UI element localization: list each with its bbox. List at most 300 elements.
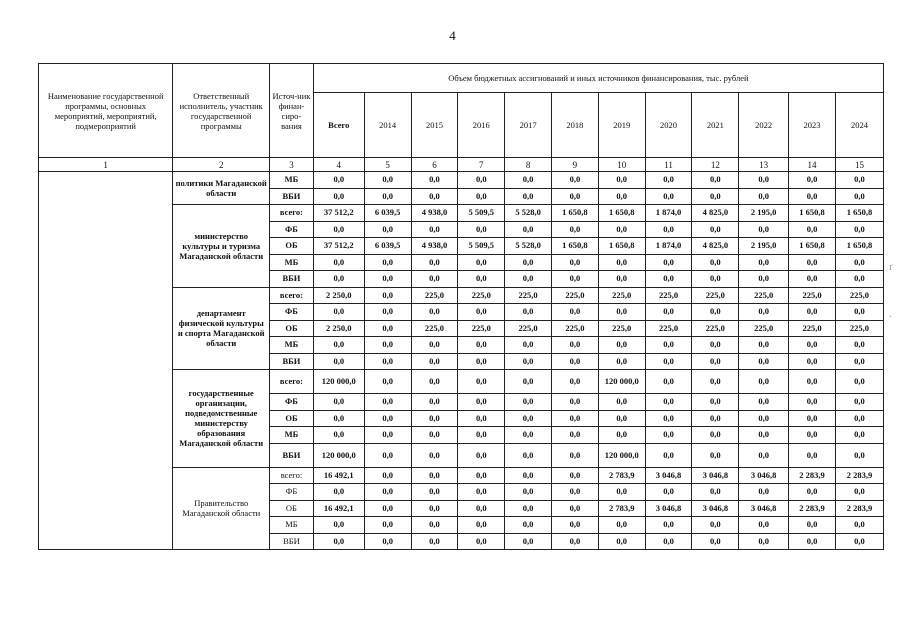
year-value-cell: 0,0 <box>739 484 789 501</box>
year-value-cell: 0,0 <box>692 533 739 550</box>
year-value-cell: 0,0 <box>458 271 505 288</box>
year-value-cell: 0,0 <box>598 271 645 288</box>
year-value-cell: 1 650,8 <box>598 238 645 255</box>
funding-source-cell: всего: <box>270 205 314 222</box>
header-year: 2018 <box>551 93 598 158</box>
year-value-cell: 0,0 <box>551 427 598 444</box>
year-value-cell: 0,0 <box>458 254 505 271</box>
year-value-cell: 0,0 <box>364 443 411 467</box>
header-year: 2019 <box>598 93 645 158</box>
year-value-cell: 5 528,0 <box>505 238 552 255</box>
year-value-cell: 0,0 <box>789 337 836 354</box>
year-value-cell: 0,0 <box>739 271 789 288</box>
year-value-cell: 0,0 <box>551 353 598 370</box>
funding-source-cell: всего: <box>270 370 314 394</box>
year-value-cell: 0,0 <box>835 410 883 427</box>
year-value-cell: 0,0 <box>739 533 789 550</box>
year-value-cell: 0,0 <box>835 517 883 534</box>
header-budget-volume: Объем бюджетных ассигнований и иных источников финансирования, тыс. рублей <box>313 64 883 93</box>
year-value-cell: 0,0 <box>739 353 789 370</box>
total-value-cell: 37 512,2 <box>313 205 364 222</box>
column-number: 3 <box>270 158 314 172</box>
total-value-cell: 0,0 <box>313 271 364 288</box>
year-value-cell: 0,0 <box>692 394 739 411</box>
year-value-cell: 0,0 <box>789 533 836 550</box>
responsible-cell: министерство культуры и туризма Магаданской области <box>173 205 270 288</box>
column-number: 5 <box>364 158 411 172</box>
year-value-cell: 6 039,5 <box>364 205 411 222</box>
year-value-cell: 0,0 <box>505 394 552 411</box>
year-value-cell: 0,0 <box>505 254 552 271</box>
year-value-cell: 0,0 <box>835 188 883 205</box>
year-value-cell: 0,0 <box>692 188 739 205</box>
year-value-cell: 2 195,0 <box>739 205 789 222</box>
year-value-cell: 0,0 <box>645 271 692 288</box>
year-value-cell: 0,0 <box>551 500 598 517</box>
year-value-cell: 0,0 <box>835 427 883 444</box>
year-value-cell: 0,0 <box>411 337 458 354</box>
year-value-cell: 2 283,9 <box>835 500 883 517</box>
year-value-cell: 0,0 <box>645 517 692 534</box>
year-value-cell: 0,0 <box>364 370 411 394</box>
column-numbering-row <box>39 158 884 172</box>
year-value-cell: 0,0 <box>458 337 505 354</box>
year-value-cell: 0,0 <box>645 410 692 427</box>
year-value-cell: 0,0 <box>692 254 739 271</box>
total-value-cell: 0,0 <box>313 533 364 550</box>
header-year: 2020 <box>645 93 692 158</box>
year-value-cell: 0,0 <box>835 394 883 411</box>
year-value-cell: 3 046,8 <box>645 500 692 517</box>
margin-mark: · <box>889 312 893 323</box>
year-value-cell: 0,0 <box>411 394 458 411</box>
year-value-cell: 0,0 <box>598 394 645 411</box>
year-value-cell: 0,0 <box>364 172 411 189</box>
total-value-cell: 2 250,0 <box>313 320 364 337</box>
year-value-cell: 0,0 <box>458 484 505 501</box>
year-value-cell: 5 509,5 <box>458 205 505 222</box>
total-value-cell: 2 250,0 <box>313 287 364 304</box>
year-value-cell: 1 650,8 <box>598 205 645 222</box>
year-value-cell: 0,0 <box>692 443 739 467</box>
year-value-cell: 0,0 <box>458 410 505 427</box>
year-value-cell: 0,0 <box>739 254 789 271</box>
year-value-cell: 0,0 <box>458 221 505 238</box>
page-number: 4 <box>449 28 456 43</box>
year-value-cell: 0,0 <box>505 467 552 484</box>
year-value-cell: 0,0 <box>505 271 552 288</box>
funding-source-cell: всего: <box>270 467 314 484</box>
total-value-cell: 0,0 <box>313 353 364 370</box>
year-value-cell: 225,0 <box>411 287 458 304</box>
column-number: 7 <box>458 158 505 172</box>
year-value-cell: 225,0 <box>505 320 552 337</box>
year-value-cell: 0,0 <box>364 254 411 271</box>
year-value-cell: 0,0 <box>789 172 836 189</box>
year-value-cell: 0,0 <box>411 271 458 288</box>
year-value-cell: 0,0 <box>645 443 692 467</box>
year-value-cell: 0,0 <box>645 533 692 550</box>
year-value-cell: 0,0 <box>364 467 411 484</box>
table-body <box>39 172 884 550</box>
year-value-cell: 0,0 <box>645 394 692 411</box>
year-value-cell: 0,0 <box>551 394 598 411</box>
year-value-cell: 1 650,8 <box>551 205 598 222</box>
year-value-cell: 120 000,0 <box>598 370 645 394</box>
year-value-cell: 4 825,0 <box>692 205 739 222</box>
year-value-cell: 0,0 <box>458 394 505 411</box>
year-value-cell: 0,0 <box>505 443 552 467</box>
responsible-cell: политики Магаданской области <box>173 172 270 205</box>
year-value-cell: 0,0 <box>551 370 598 394</box>
year-value-cell: 0,0 <box>835 304 883 321</box>
funding-source-cell: ВБИ <box>270 271 314 288</box>
total-value-cell: 0,0 <box>313 172 364 189</box>
funding-source-cell: ВБИ <box>270 443 314 467</box>
column-number: 8 <box>505 158 552 172</box>
year-value-cell: 0,0 <box>364 320 411 337</box>
year-value-cell: 0,0 <box>364 500 411 517</box>
year-value-cell: 0,0 <box>789 254 836 271</box>
year-value-cell: 0,0 <box>411 172 458 189</box>
year-value-cell: 0,0 <box>505 188 552 205</box>
responsible-cell: государственные организации, подведомственные министерству образования Магаданской области <box>173 370 270 468</box>
funding-source-cell: ВБИ <box>270 353 314 370</box>
year-value-cell: 0,0 <box>692 304 739 321</box>
year-value-cell: 0,0 <box>692 221 739 238</box>
column-number: 4 <box>313 158 364 172</box>
year-value-cell: 1 650,8 <box>789 238 836 255</box>
year-value-cell: 0,0 <box>505 427 552 444</box>
header-program-name: Наименование государственной программы, основных мероприятий, мероприятий, подмероприятий <box>39 64 173 158</box>
year-value-cell: 0,0 <box>505 533 552 550</box>
year-value-cell: 0,0 <box>505 500 552 517</box>
year-value-cell: 2 195,0 <box>739 238 789 255</box>
year-value-cell: 0,0 <box>645 221 692 238</box>
total-value-cell: 16 492,1 <box>313 467 364 484</box>
column-number: 10 <box>598 158 645 172</box>
header-total: Всего <box>313 93 364 158</box>
year-value-cell: 0,0 <box>789 221 836 238</box>
year-value-cell: 0,0 <box>364 188 411 205</box>
funding-source-cell: ВБИ <box>270 188 314 205</box>
year-value-cell: 3 046,8 <box>739 467 789 484</box>
year-value-cell: 2 783,9 <box>598 500 645 517</box>
year-value-cell: 0,0 <box>458 370 505 394</box>
year-value-cell: 0,0 <box>551 410 598 427</box>
year-value-cell: 0,0 <box>458 427 505 444</box>
year-value-cell: 0,0 <box>551 221 598 238</box>
funding-source-cell: ОБ <box>270 320 314 337</box>
year-value-cell: 0,0 <box>835 337 883 354</box>
year-value-cell: 0,0 <box>551 467 598 484</box>
year-value-cell: 0,0 <box>364 287 411 304</box>
year-value-cell: 0,0 <box>364 410 411 427</box>
year-value-cell: 0,0 <box>692 337 739 354</box>
header-year: 2015 <box>411 93 458 158</box>
year-value-cell: 0,0 <box>551 188 598 205</box>
year-value-cell: 225,0 <box>551 287 598 304</box>
total-value-cell: 0,0 <box>313 337 364 354</box>
column-number: 1 <box>39 158 173 172</box>
margin-mark: ґ <box>889 262 893 273</box>
column-number: 9 <box>551 158 598 172</box>
column-number: 11 <box>645 158 692 172</box>
year-value-cell: 0,0 <box>739 221 789 238</box>
year-value-cell: 0,0 <box>458 500 505 517</box>
year-value-cell: 0,0 <box>551 271 598 288</box>
year-value-cell: 0,0 <box>789 517 836 534</box>
year-value-cell: 225,0 <box>692 320 739 337</box>
year-value-cell: 0,0 <box>411 353 458 370</box>
year-value-cell: 2 283,9 <box>789 467 836 484</box>
year-value-cell: 0,0 <box>411 500 458 517</box>
total-value-cell: 0,0 <box>313 304 364 321</box>
funding-source-cell: МБ <box>270 254 314 271</box>
total-value-cell: 0,0 <box>313 427 364 444</box>
year-value-cell: 0,0 <box>551 172 598 189</box>
year-value-cell: 0,0 <box>789 427 836 444</box>
responsible-cell: департамент физической культуры и спорта Магаданской области <box>173 287 270 370</box>
year-value-cell: 0,0 <box>505 353 552 370</box>
year-value-cell: 0,0 <box>411 517 458 534</box>
year-value-cell: 0,0 <box>739 172 789 189</box>
funding-source-cell: ОБ <box>270 238 314 255</box>
column-number: 12 <box>692 158 739 172</box>
year-value-cell: 0,0 <box>692 172 739 189</box>
year-value-cell: 0,0 <box>505 410 552 427</box>
year-value-cell: 0,0 <box>692 484 739 501</box>
year-value-cell: 225,0 <box>739 287 789 304</box>
year-value-cell: 0,0 <box>692 370 739 394</box>
year-value-cell: 225,0 <box>598 320 645 337</box>
year-value-cell: 0,0 <box>645 484 692 501</box>
header-year: 2023 <box>789 93 836 158</box>
year-value-cell: 0,0 <box>692 271 739 288</box>
year-value-cell: 0,0 <box>739 427 789 444</box>
year-value-cell: 0,0 <box>598 410 645 427</box>
year-value-cell: 0,0 <box>789 443 836 467</box>
year-value-cell: 1 874,0 <box>645 238 692 255</box>
year-value-cell: 225,0 <box>789 287 836 304</box>
year-value-cell: 0,0 <box>692 410 739 427</box>
year-value-cell: 0,0 <box>411 254 458 271</box>
year-value-cell: 0,0 <box>364 533 411 550</box>
year-value-cell: 0,0 <box>551 337 598 354</box>
year-value-cell: 0,0 <box>645 304 692 321</box>
program-name-cell <box>39 172 173 550</box>
year-value-cell: 0,0 <box>505 517 552 534</box>
funding-source-cell: ОБ <box>270 410 314 427</box>
funding-source-cell: ВБИ <box>270 533 314 550</box>
year-value-cell: 6 039,5 <box>364 238 411 255</box>
year-value-cell: 0,0 <box>598 484 645 501</box>
funding-source-cell: МБ <box>270 427 314 444</box>
year-value-cell: 2 783,9 <box>598 467 645 484</box>
funding-source-cell: ОБ <box>270 500 314 517</box>
year-value-cell: 0,0 <box>835 254 883 271</box>
header-year: 2021 <box>692 93 739 158</box>
year-value-cell: 0,0 <box>551 443 598 467</box>
header-year: 2016 <box>458 93 505 158</box>
year-value-cell: 0,0 <box>364 353 411 370</box>
year-value-cell: 0,0 <box>505 484 552 501</box>
year-value-cell: 1 650,8 <box>835 205 883 222</box>
column-number: 14 <box>789 158 836 172</box>
year-value-cell: 225,0 <box>458 320 505 337</box>
year-value-cell: 0,0 <box>739 304 789 321</box>
year-value-cell: 0,0 <box>598 188 645 205</box>
year-value-cell: 0,0 <box>598 172 645 189</box>
year-value-cell: 0,0 <box>692 427 739 444</box>
year-value-cell: 0,0 <box>645 254 692 271</box>
year-value-cell: 120 000,0 <box>598 443 645 467</box>
year-value-cell: 0,0 <box>645 172 692 189</box>
year-value-cell: 225,0 <box>789 320 836 337</box>
year-value-cell: 0,0 <box>458 304 505 321</box>
year-value-cell: 0,0 <box>364 337 411 354</box>
funding-source-cell: всего: <box>270 287 314 304</box>
year-value-cell: 0,0 <box>505 221 552 238</box>
year-value-cell: 0,0 <box>789 410 836 427</box>
table-header <box>39 64 884 172</box>
year-value-cell: 1 650,8 <box>551 238 598 255</box>
year-value-cell: 0,0 <box>551 254 598 271</box>
total-value-cell: 0,0 <box>313 410 364 427</box>
total-value-cell: 16 492,1 <box>313 500 364 517</box>
year-value-cell: 0,0 <box>645 370 692 394</box>
year-value-cell: 225,0 <box>551 320 598 337</box>
year-value-cell: 0,0 <box>789 394 836 411</box>
year-value-cell: 4 938,0 <box>411 205 458 222</box>
year-value-cell: 225,0 <box>505 287 552 304</box>
year-value-cell: 0,0 <box>739 337 789 354</box>
total-value-cell: 0,0 <box>313 484 364 501</box>
year-value-cell: 0,0 <box>739 188 789 205</box>
year-value-cell: 0,0 <box>551 517 598 534</box>
total-value-cell: 120 000,0 <box>313 370 364 394</box>
year-value-cell: 0,0 <box>458 533 505 550</box>
year-value-cell: 0,0 <box>505 172 552 189</box>
year-value-cell: 0,0 <box>411 188 458 205</box>
year-value-cell: 0,0 <box>505 370 552 394</box>
year-value-cell: 225,0 <box>835 320 883 337</box>
year-value-cell: 0,0 <box>364 484 411 501</box>
year-value-cell: 0,0 <box>739 517 789 534</box>
year-value-cell: 0,0 <box>411 467 458 484</box>
year-value-cell: 0,0 <box>789 271 836 288</box>
header-year: 2024 <box>835 93 883 158</box>
year-value-cell: 3 046,8 <box>692 500 739 517</box>
year-value-cell: 0,0 <box>739 443 789 467</box>
total-value-cell: 0,0 <box>313 254 364 271</box>
year-value-cell: 225,0 <box>692 287 739 304</box>
year-value-cell: 0,0 <box>598 254 645 271</box>
header-year: 2022 <box>739 93 789 158</box>
funding-source-cell: ФБ <box>270 394 314 411</box>
year-value-cell: 0,0 <box>692 517 739 534</box>
year-value-cell: 0,0 <box>835 271 883 288</box>
year-value-cell: 0,0 <box>364 517 411 534</box>
year-value-cell: 0,0 <box>835 370 883 394</box>
year-value-cell: 0,0 <box>411 443 458 467</box>
year-value-cell: 1 874,0 <box>645 205 692 222</box>
column-number: 13 <box>739 158 789 172</box>
year-value-cell: 0,0 <box>364 394 411 411</box>
year-value-cell: 0,0 <box>598 427 645 444</box>
year-value-cell: 1 650,8 <box>835 238 883 255</box>
header-responsible: Ответственный исполнитель, участник государственной программы <box>173 64 270 158</box>
year-value-cell: 3 046,8 <box>739 500 789 517</box>
year-value-cell: 0,0 <box>739 394 789 411</box>
year-value-cell: 0,0 <box>458 353 505 370</box>
funding-source-cell: ФБ <box>270 304 314 321</box>
responsible-cell: Правительство Магаданской области <box>173 467 270 550</box>
year-value-cell: 0,0 <box>458 188 505 205</box>
year-value-cell: 0,0 <box>645 188 692 205</box>
year-value-cell: 0,0 <box>505 304 552 321</box>
year-value-cell: 0,0 <box>551 533 598 550</box>
year-value-cell: 0,0 <box>835 221 883 238</box>
year-value-cell: 0,0 <box>835 533 883 550</box>
year-value-cell: 225,0 <box>645 320 692 337</box>
year-value-cell: 0,0 <box>645 337 692 354</box>
year-value-cell: 0,0 <box>692 353 739 370</box>
year-value-cell: 0,0 <box>411 370 458 394</box>
year-value-cell: 0,0 <box>598 517 645 534</box>
year-value-cell: 225,0 <box>458 287 505 304</box>
header-year: 2017 <box>505 93 552 158</box>
year-value-cell: 0,0 <box>598 304 645 321</box>
year-value-cell: 0,0 <box>598 221 645 238</box>
year-value-cell: 0,0 <box>835 353 883 370</box>
total-value-cell: 0,0 <box>313 517 364 534</box>
budget-table <box>38 63 884 550</box>
year-value-cell: 0,0 <box>598 337 645 354</box>
year-value-cell: 0,0 <box>835 484 883 501</box>
year-value-cell: 2 283,9 <box>789 500 836 517</box>
year-value-cell: 0,0 <box>789 188 836 205</box>
year-value-cell: 225,0 <box>835 287 883 304</box>
column-number: 15 <box>835 158 883 172</box>
year-value-cell: 0,0 <box>598 533 645 550</box>
year-value-cell: 3 046,8 <box>645 467 692 484</box>
year-value-cell: 4 825,0 <box>692 238 739 255</box>
year-value-cell: 0,0 <box>364 271 411 288</box>
year-value-cell: 5 509,5 <box>458 238 505 255</box>
total-value-cell: 37 512,2 <box>313 238 364 255</box>
year-value-cell: 0,0 <box>789 370 836 394</box>
year-value-cell: 1 650,8 <box>789 205 836 222</box>
year-value-cell: 0,0 <box>789 484 836 501</box>
year-value-cell: 0,0 <box>505 337 552 354</box>
year-value-cell: 0,0 <box>411 304 458 321</box>
year-value-cell: 0,0 <box>411 484 458 501</box>
year-value-cell: 0,0 <box>411 533 458 550</box>
funding-source-cell: МБ <box>270 337 314 354</box>
year-value-cell: 0,0 <box>364 304 411 321</box>
total-value-cell: 120 000,0 <box>313 443 364 467</box>
year-value-cell: 0,0 <box>364 427 411 444</box>
year-value-cell: 0,0 <box>364 221 411 238</box>
year-value-cell: 0,0 <box>411 410 458 427</box>
year-value-cell: 0,0 <box>739 410 789 427</box>
year-value-cell: 3 046,8 <box>692 467 739 484</box>
year-value-cell: 0,0 <box>458 467 505 484</box>
year-value-cell: 0,0 <box>739 370 789 394</box>
year-value-cell: 0,0 <box>551 484 598 501</box>
year-value-cell: 0,0 <box>458 443 505 467</box>
